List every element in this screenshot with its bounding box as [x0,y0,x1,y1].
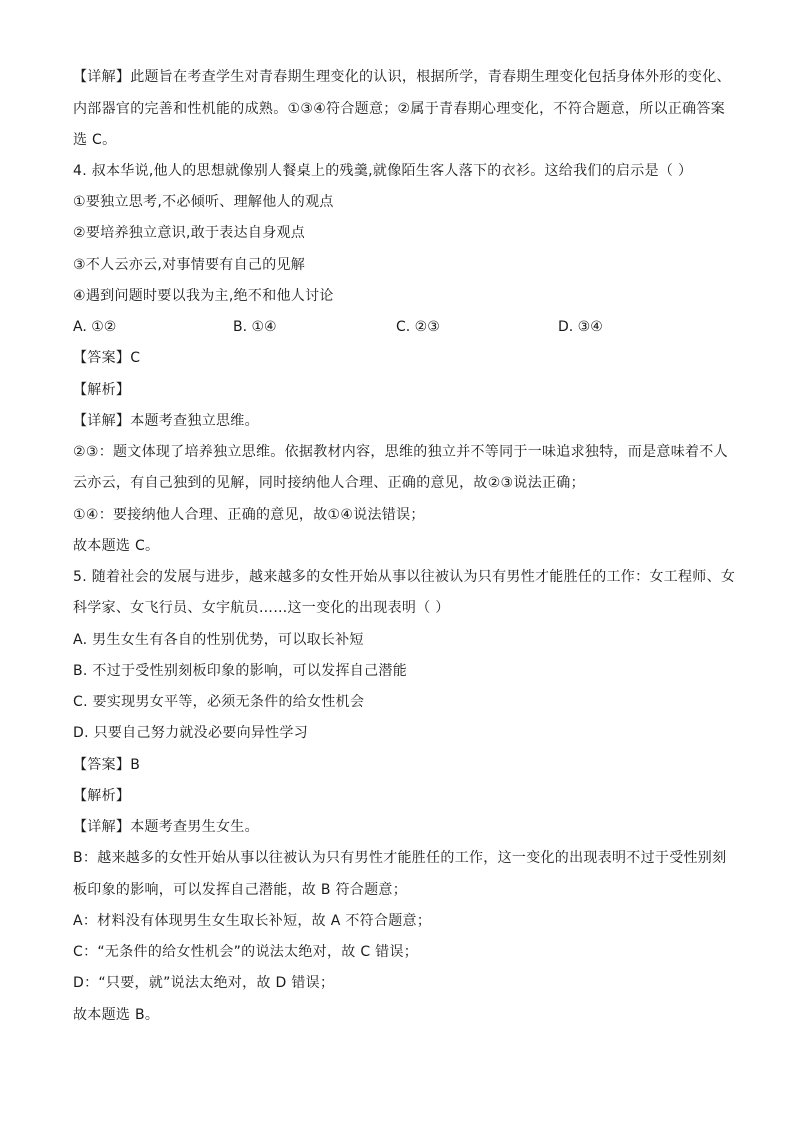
q5-answer: 【答案】B [73,757,141,773]
q5-option-d: D. 只要自己努力就没必要向异性学习 [73,725,309,741]
q5-detail-line-1: 【详解】本题考查男生女生。 [73,819,259,835]
q4-option-d: D. ③④ [558,319,603,335]
q5-option-b: B. 不过于受性别刻板印象的影响，可以发挥自己潜能 [73,663,408,679]
q4-option-a: A. ①② [73,319,117,335]
q5-detail-line-6: D：“只要，就”说法太绝对，故 D 错误； [73,975,335,991]
q3-detail-line-2: 内部器官的完善和性机能的成熟。①③④符合题意；②属于青春期心理变化，不符合题意，所以正确答案 [73,101,725,117]
q4-item-4: ④遇到问题时要以我为主,绝不和他人讨论 [73,288,334,304]
q5-analysis-label: 【解析】 [73,788,131,804]
q5-detail-line-2: B：越来越多的女性开始从事以往被认为只有男性才能胜任的工作，这一变化的出现表明不过于受性别刻 [73,850,727,866]
q5-detail-line-5: C：“无条件的给女性机会”的说法太绝对，故 C 错误； [73,944,419,960]
q4-item-2: ②要培养独立意识,敢于表达自身观点 [73,225,306,241]
q5-detail-line-3: 板印象的影响，可以发挥自己潜能，故 B 符合题意； [73,882,408,898]
q4-analysis-label: 【解析】 [73,382,131,398]
q4-item-1: ①要独立思考,不必倾听、理解他人的观点 [73,194,334,210]
q4-detail-line-3: 云亦云，有自己独到的见解，同时接纳他人合理、正确的意见，故②③说法正确； [73,475,585,491]
q4-conclusion: 故本题选 C。 [73,538,160,554]
q5-detail-line-4: A：材料没有体现男生女生取长补短，故 A 不符合题意； [73,913,432,929]
q5-option-a: A. 男生女生有各自的性别优势，可以取长补短 [73,632,364,648]
q4-item-3: ③不人云亦云,对事情要有自己的见解 [73,257,306,273]
q3-detail-line-3: 选 C。 [73,132,117,148]
q4-detail-line-2: ②③：题文体现了培养独立思维。依据教材内容，思维的独立并不等同于一味追求独特，而是意味着不人 [73,444,728,460]
q5-stem-line-1: 5. 随着社会的发展与进步，越来越多的女性开始从事以往被认为只有男性才能胜任的工作：女工程师、女 [73,569,736,585]
q4-detail-line-4: ①④：要接纳他人合理、正确的意见，故①④说法错误； [73,507,425,523]
q5-option-c: C. 要实现男女平等，必须无条件的给女性机会 [73,694,365,710]
q3-detail-line-1: 【详解】此题旨在考查学生对青春期生理变化的认识，根据所学，青春期生理变化包括身体外形的变化、 [73,69,731,85]
q5-conclusion: 故本题选 B。 [73,1007,160,1023]
q5-stem-line-2: 科学家、女飞行员、女宇航员……这一变化的出现表明（ ） [73,600,450,616]
q4-option-c: C. ②③ [396,319,440,335]
q4-answer: 【答案】C [73,350,141,366]
q4-detail-line-1: 【详解】本题考查独立思维。 [73,413,259,429]
q4-stem: 4. 叔本华说,他人的思想就像别人餐桌上的残羹,就像陌生客人落下的衣衫。这给我们的启示是（ ） [73,163,693,179]
q4-option-b: B. ①④ [233,319,277,335]
